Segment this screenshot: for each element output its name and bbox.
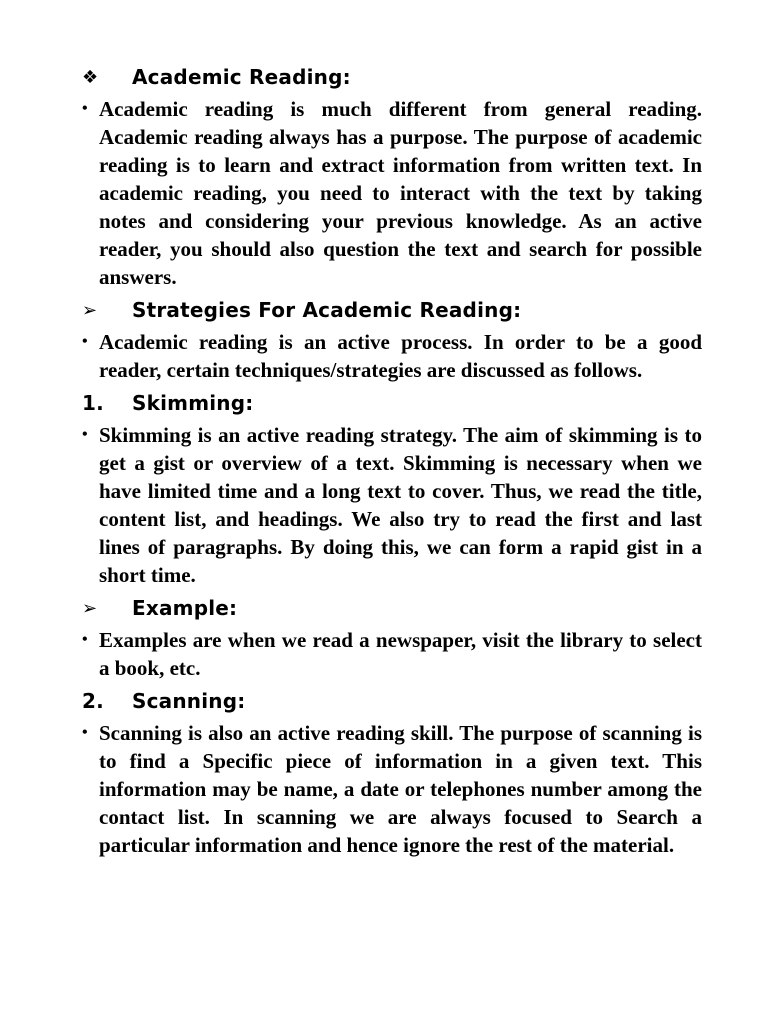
paragraph-skimming — [82, 421, 702, 589]
heading-strategies — [82, 295, 702, 325]
paragraph-text: Examples are when we read a newspaper, visit the library to select a book, etc. — [99, 628, 702, 680]
paragraph-example — [82, 626, 702, 682]
paragraph-scanning — [82, 719, 702, 859]
document-page — [82, 62, 702, 863]
paragraph-academic-reading — [82, 95, 702, 291]
heading-text: Academic Reading: — [132, 65, 351, 89]
heading-text: Example: — [132, 596, 238, 620]
heading-number: 1. — [82, 391, 104, 415]
heading-number: 2. — [82, 689, 104, 713]
arrow-bullet-icon: ➢ — [82, 597, 98, 619]
heading-example — [82, 593, 702, 623]
bullet-icon: • — [82, 631, 88, 648]
bullet-icon: • — [82, 333, 88, 350]
diamond-bullet-icon: ❖ — [82, 66, 99, 88]
bullet-icon: • — [82, 426, 88, 443]
bullet-icon: • — [82, 100, 88, 117]
heading-skimming — [82, 388, 702, 418]
paragraph-text: Skimming is an active reading strategy. The aim of skimming is to get a gist or overview of a text. Skimming is necessary when we have limited time and a long text to cover. Thus, we read the title, content list, and headings. We also try to read the first and last lines of paragraphs. By doing this, we can form a rapid gist in a short time. — [99, 423, 702, 587]
heading-text: Skimming: — [132, 391, 254, 415]
bullet-icon: • — [82, 724, 88, 741]
arrow-bullet-icon: ➢ — [82, 299, 98, 321]
heading-scanning — [82, 686, 702, 716]
paragraph-text: Academic reading is much different from general reading. Academic reading always has a purpose. The purpose of academic reading is to learn and extract information from written text. In academic reading, you need to interact with the text by taking notes and considering your previous knowledge. As an active reader, you should also question the text and search for possible answers. — [99, 97, 702, 289]
paragraph-strategies — [82, 328, 702, 384]
paragraph-text: Scanning is also an active reading skill. The purpose of scanning is to find a Specific piece of information in a given text. This information may be name, a date or telephones number among the contact list. In scanning we are always focused to Search a particular information and hence ignore the rest of the material. — [99, 721, 702, 857]
paragraph-text: Academic reading is an active process. In order to be a good reader, certain techniques/strategies are discussed as follows. — [99, 330, 702, 382]
heading-text: Scanning: — [132, 689, 246, 713]
heading-academic-reading — [82, 62, 702, 92]
heading-text: Strategies For Academic Reading: — [132, 298, 522, 322]
